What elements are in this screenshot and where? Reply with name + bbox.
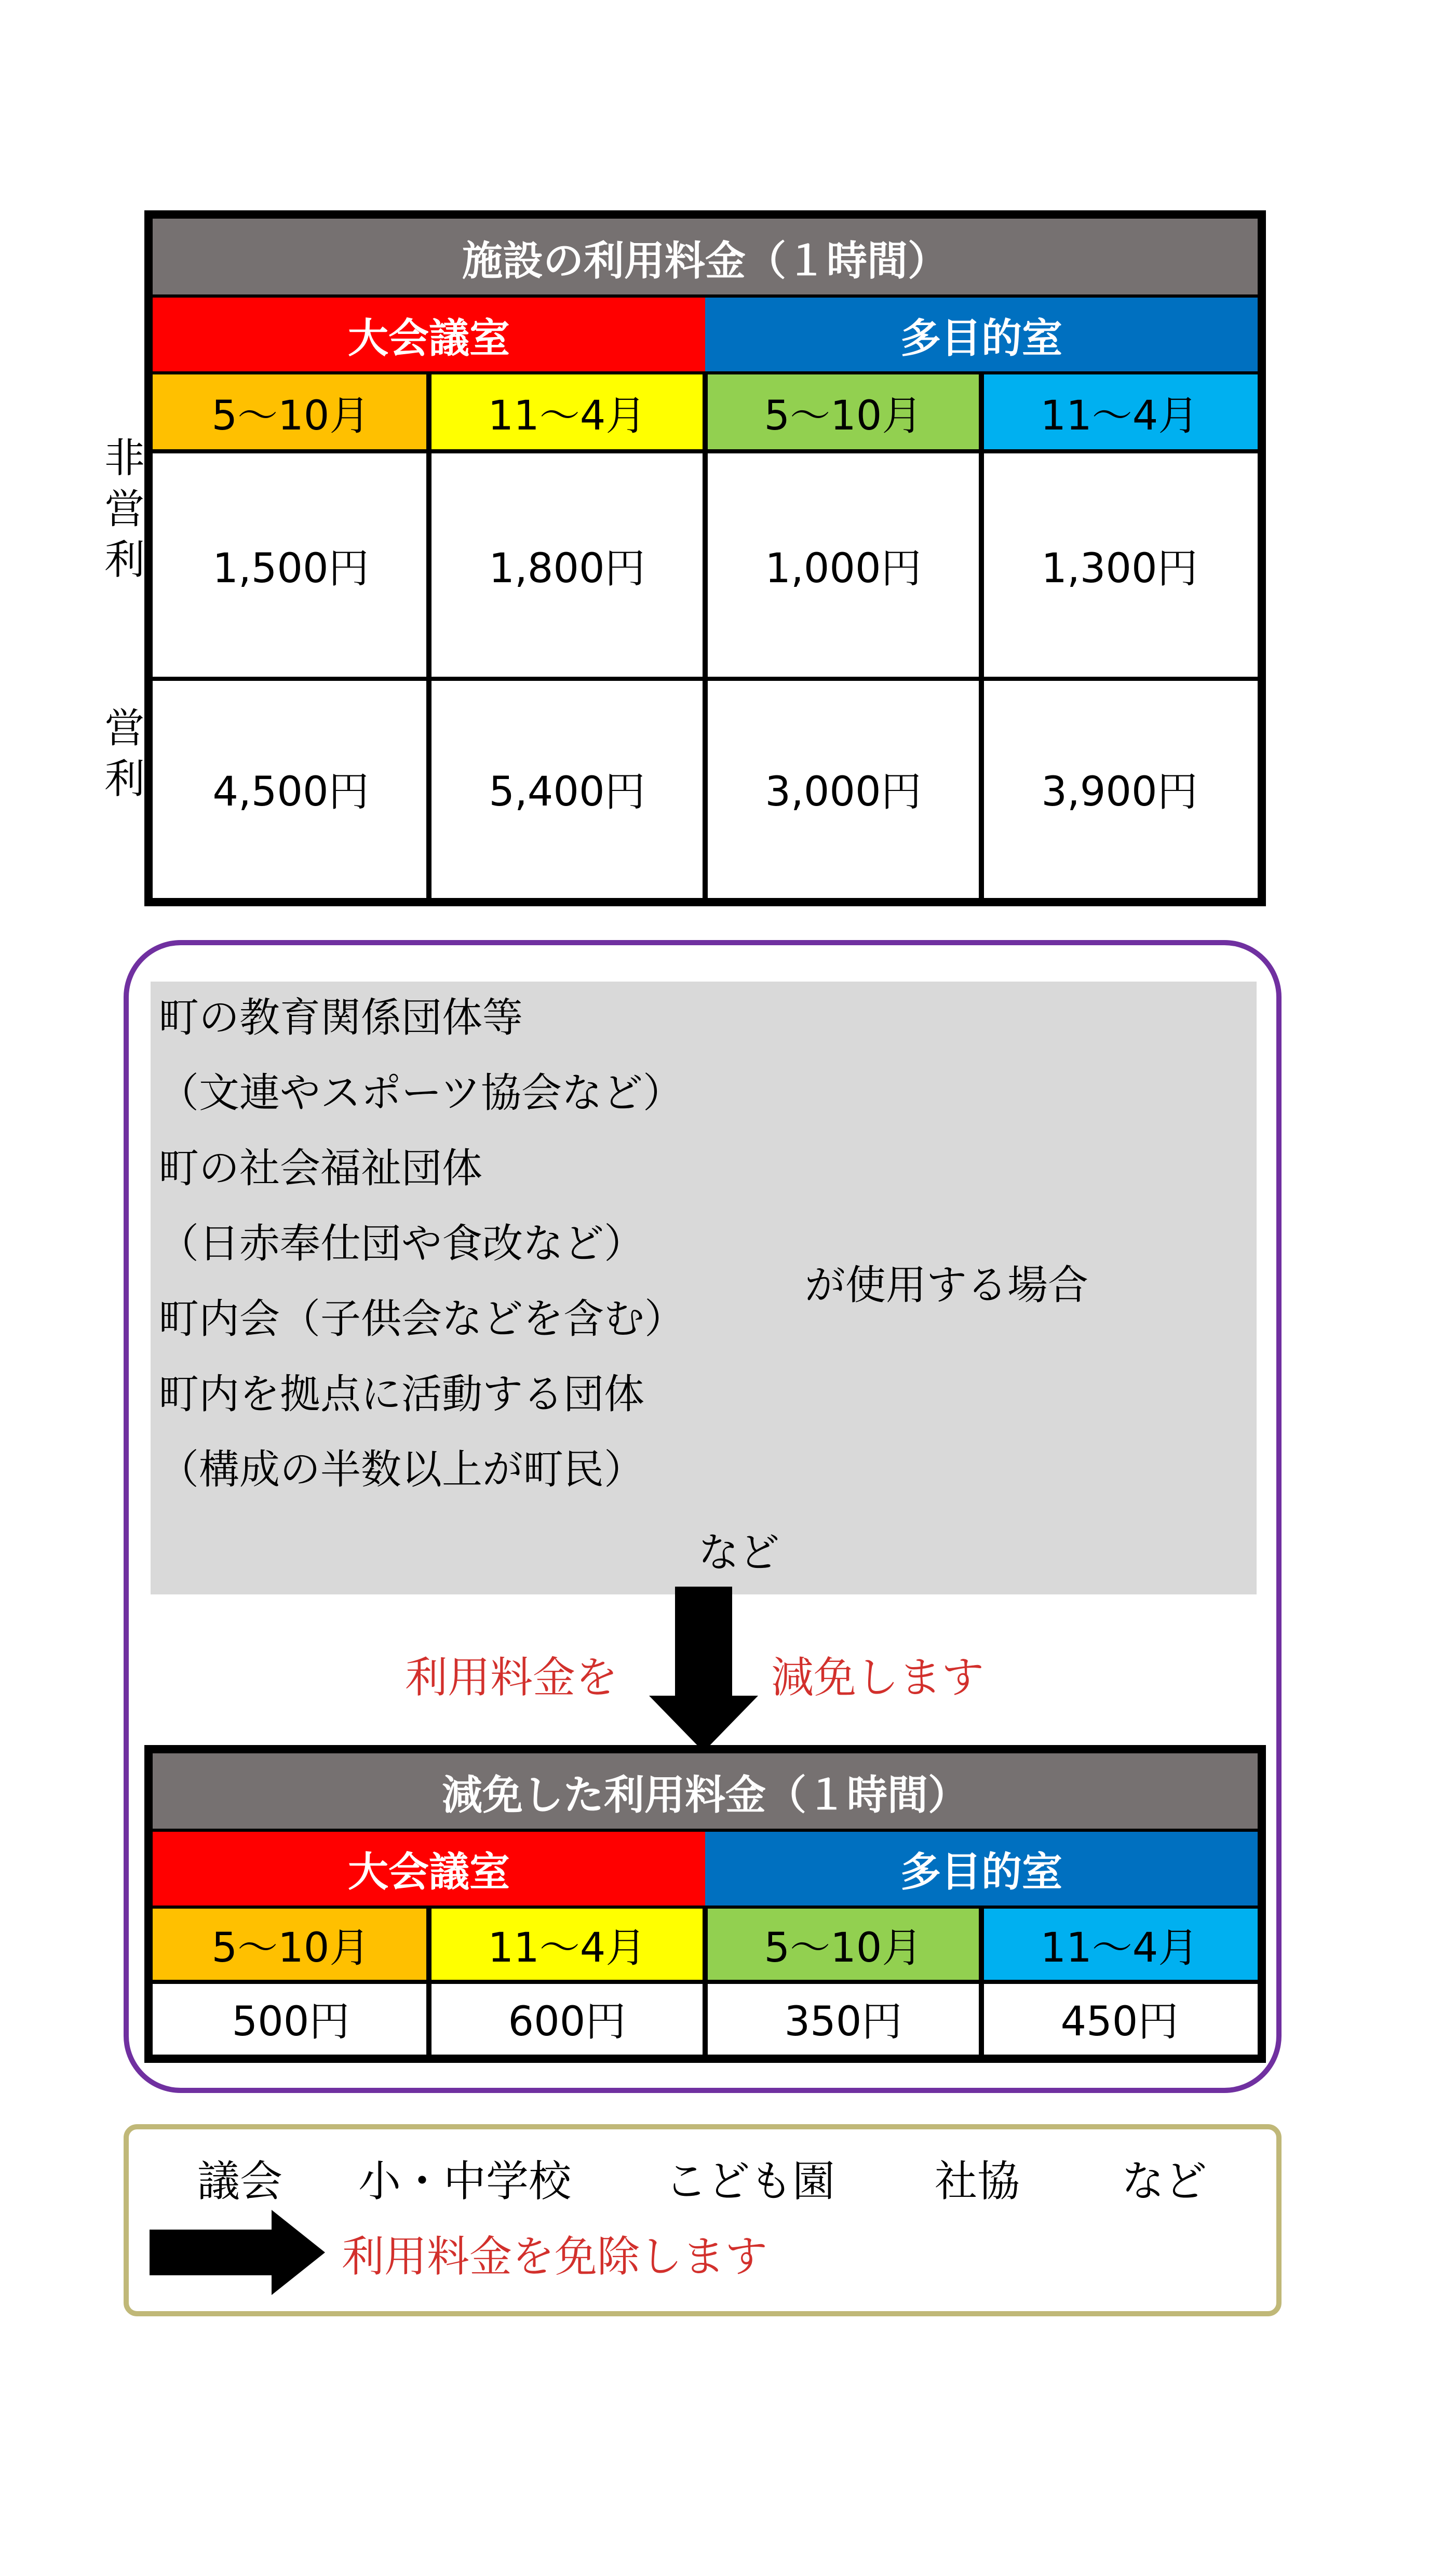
exempt-item: など [1122,2157,1207,2206]
price-cell: 450円 [1060,1998,1179,2045]
divider [153,294,1258,298]
reduced-fee-table [144,1745,1266,2063]
arrow-right-icon [150,2210,326,2296]
price-cell: 600円 [508,1998,626,2045]
month-cell: 11～4月 [981,1907,1258,1982]
room-header-large-conference: 大会議室 [153,1830,705,1907]
month-cell: 11～4月 [429,373,705,451]
month-cell: 11～4月 [429,1907,705,1982]
group-line: 町内を拠点に活動する団体 [158,1371,645,1418]
row-label-nonprofit [87,436,144,609]
group-etc: など [698,1530,780,1576]
price-cell: 4,500円 [212,769,369,815]
price-cell: 1,000円 [765,545,922,592]
row-label-nonprofit-text: 非営利 [98,436,144,589]
price-cell: 1,300円 [1041,545,1198,592]
month-cell: 5～10月 [705,1907,981,1982]
month-cell: 5～10月 [705,373,981,451]
reduced-table-title: 減免した利用料金（１時間） [153,1753,1258,1830]
room-header-large-conference: 大会議室 [153,297,705,373]
group-line: （文連やスポーツ協会など） [158,1070,683,1117]
group-line: 町の教育関係団体等 [158,995,523,1041]
group-line: 町内会（子供会などを含む） [158,1296,685,1343]
room-header-multipurpose: 多目的室 [705,1830,1258,1907]
month-cell: 5～10月 [153,373,429,451]
price-cell: 350円 [784,1998,902,2045]
price-cell: 1,500円 [212,545,369,592]
price-cell: 1,800円 [489,545,645,592]
divider [153,1829,1258,1832]
exemption-result: 利用料金を免除します [342,2232,768,2282]
price-cell: 5,400円 [489,769,645,815]
fee-table [144,210,1266,906]
month-cell: 11～4月 [981,373,1258,451]
row-label-profit-text: 営利 [98,706,144,808]
price-cell: 3,900円 [1041,769,1198,815]
exempt-item: 議会 [197,2157,283,2206]
group-line: （構成の半数以上が町民） [158,1446,645,1493]
exempt-item: 社協 [935,2157,1020,2206]
reduce-text-left: 利用料金を [405,1653,618,1702]
row-label-profit [87,706,144,828]
divider [703,1907,708,2055]
divider [426,373,431,898]
divider [426,1907,431,2055]
group-line: 町の社会福祉団体 [158,1145,483,1192]
divider [979,1907,984,2055]
reduce-text-right: 減免します [771,1653,985,1702]
divider [979,373,984,898]
price-cell: 3,000円 [765,769,922,815]
fee-table-title: 施設の利用料金（１時間） [153,219,1258,297]
room-header-multipurpose: 多目的室 [705,297,1258,373]
month-cell: 5～10月 [153,1907,429,1982]
arrow-down-icon [646,1587,761,1753]
price-cell: 500円 [232,1998,350,2045]
group-line: （日赤奉仕団や食改など） [158,1220,645,1267]
divider [703,373,708,898]
usage-condition: が使用する場合 [805,1262,1089,1309]
exempt-item: 小・中学校 [358,2157,572,2206]
exempt-item: こども園 [665,2157,835,2206]
